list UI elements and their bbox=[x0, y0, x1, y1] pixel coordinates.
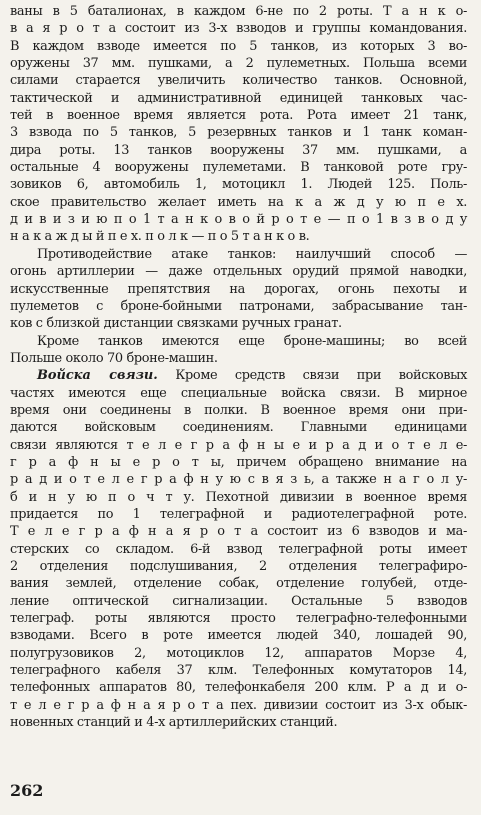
text-line: тей в военное время является рота. Рота имеет 21 танк, bbox=[10, 108, 467, 124]
text-line: придается по 1 телеграфной и радиотелеграфной роте. bbox=[10, 506, 467, 522]
text-line: б и н у ю п о ч т у. Пехотной дивизии в военное время bbox=[10, 489, 467, 505]
text-line: полугрузовиков 2, мотоциклов 12, аппаратов Морзе 4, bbox=[10, 645, 467, 661]
text-line: связи являются т е л е г р а ф н ы е и р а д и о т е л е- bbox=[10, 437, 467, 453]
text-line: частях имеются еще специальные войска связи. В мирное bbox=[10, 385, 467, 401]
text-line: пулеметов с броне-бойными патронами, забрасывание тан- bbox=[10, 298, 467, 314]
text-line: даются войсковым соединениям. Главными единицами bbox=[10, 420, 467, 436]
text-line: искусственные препятствия на дорогах, огонь пехоты и bbox=[10, 281, 467, 297]
text-line: зовиков 6, автомобиль 1, мотоцикл 1. Людей 125. Поль- bbox=[10, 177, 467, 193]
page-number: 262 bbox=[10, 781, 44, 800]
section-heading: Войска связи. bbox=[37, 368, 158, 384]
text-line: тактической и административной единицей танковых час- bbox=[10, 90, 467, 106]
text-line: 2 отделения подслушивания, 2 отделения телеграфиро- bbox=[10, 559, 467, 574]
text-line: н а к а ж д ы й п е х. п о л к — п о 5 т а н к о в. bbox=[10, 229, 310, 245]
paragraph-tanks bbox=[10, 3, 467, 246]
text-line: ление оптической сигнализации. Остальные 5 взводов bbox=[10, 593, 467, 609]
text-line: телеграф. роты являются просто телеграфно-телефонными bbox=[10, 611, 467, 627]
text-line: В каждом взводе имеется по 5 танков, из которых 3 во- bbox=[10, 38, 467, 54]
text-line: ваны в 5 баталионах, в каждом 6-не по 2 роты. Т а н к о- bbox=[10, 4, 467, 19]
text-line: вания землей, отделение собак, отделение голубей, отде- bbox=[10, 576, 467, 592]
text-line: время они соединены в полки. В военное время они при- bbox=[10, 402, 467, 418]
text-line: оружены 37 мм. пушками, а 2 пулеметных. Польша всеми bbox=[10, 56, 467, 72]
paragraph-armored-cars bbox=[10, 333, 467, 368]
text-line: Т е л е г р а ф н а я р о т а состоит из 6 взводов и ма- bbox=[10, 524, 467, 540]
text-line: Кроме танков имеются еще броне-машины; во всей bbox=[37, 333, 467, 349]
text-line: г р а ф н ы е р о т ы, причем обращено внимание на bbox=[10, 454, 467, 470]
text-line: стерских со складом. 6-й взвод телеграфной роты имеет bbox=[10, 541, 467, 557]
text-line: ское правительство желает иметь на к а ж д у ю п е х. bbox=[10, 194, 467, 210]
text-line: ков с близкой дистанции связками ручных гранат. bbox=[10, 316, 342, 332]
text-line: телефонных аппаратов 80, телефонкабеля 200 клм. Р а д и о- bbox=[10, 680, 467, 696]
text-line: телеграфного кабеля 37 клм. Телефонных комутаторов 14, bbox=[10, 663, 467, 679]
text-line: новенных станций и 4-х артиллерийских станций. bbox=[10, 715, 338, 731]
text-line: т е л е г р а ф н а я р о т а пех. дивизии состоит из 3-х обык- bbox=[10, 697, 467, 713]
text-line: силами старается увеличить количество танков. Основной, bbox=[10, 73, 467, 89]
text-run: Кроме средств связи при войсковых bbox=[157, 368, 467, 384]
text-line: дира роты. 13 танков вооружены 37 мм. пушками, а bbox=[10, 142, 467, 158]
text-line: д и в и з и ю п о 1 т а н к о в о й р о т е — п о 1 в з в о д у bbox=[10, 212, 467, 228]
text-line: остальные 4 вооружены пулеметами. В танковой роте гру- bbox=[10, 160, 467, 176]
text-line: взводами. Всего в роте имеется людей 340, лошадей 90, bbox=[10, 628, 467, 644]
text-line: огонь артиллерии — даже отдельных орудий прямой наводки, bbox=[10, 264, 467, 280]
text-line: 3 взвода по 5 танков, 5 резервных танков и 1 танк коман- bbox=[10, 125, 467, 141]
text-line: Противодействие атаке танков: наилучший способ — bbox=[37, 246, 467, 262]
paragraph-anti-tank bbox=[10, 246, 467, 333]
text-line: Польше около 70 броне-машин. bbox=[10, 350, 218, 366]
text-line bbox=[10, 367, 467, 384]
text-line: р а д и о т е л е г р а ф н у ю с в я з ь, а также н а г о л у- bbox=[10, 472, 467, 488]
text-line: в а я р о т а состоит из 3-х взводов и группы командования. bbox=[10, 21, 467, 37]
paragraph-signal-troops bbox=[10, 367, 467, 731]
